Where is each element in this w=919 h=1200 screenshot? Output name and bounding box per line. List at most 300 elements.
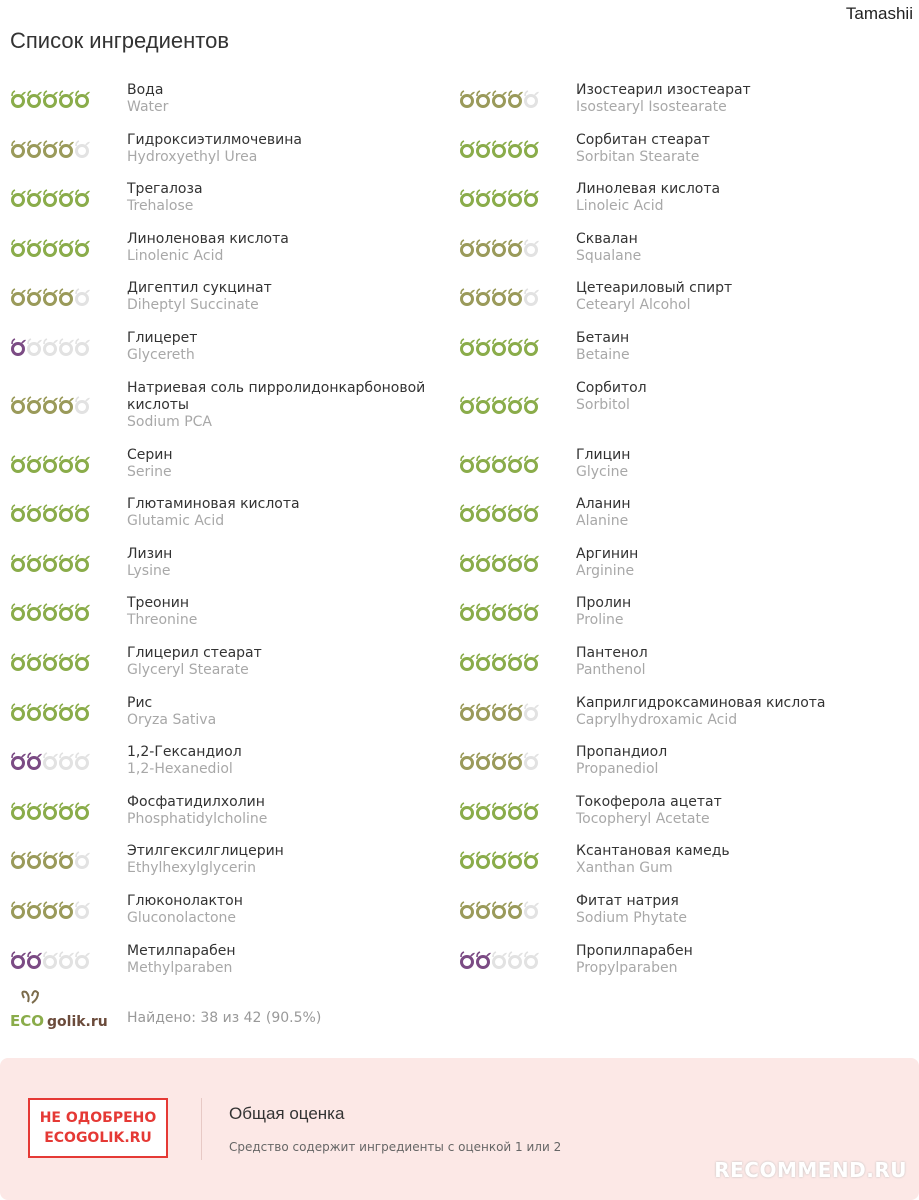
rating-icons xyxy=(10,601,100,625)
ingredient-item[interactable] xyxy=(459,82,908,116)
drop-icon xyxy=(477,91,491,107)
ingredient-name-ru: Треонин xyxy=(127,595,190,612)
drop-icon xyxy=(461,803,475,819)
rating-icons xyxy=(10,138,100,162)
drop-icon xyxy=(525,141,539,157)
drop-icon xyxy=(509,339,523,355)
drop-icon xyxy=(525,240,539,256)
drop-icon xyxy=(461,902,475,918)
drop-icon xyxy=(76,397,90,413)
ingredient-item[interactable] xyxy=(459,695,908,729)
ingredient-item[interactable] xyxy=(10,280,459,314)
ingredient-item[interactable] xyxy=(10,447,459,481)
ingredient-name-en: Glycine xyxy=(576,463,629,480)
ingredient-item[interactable] xyxy=(10,380,459,431)
drop-icon xyxy=(76,91,90,107)
drop-icon xyxy=(477,555,491,571)
drop-icon xyxy=(509,654,523,670)
drop-icon xyxy=(525,555,539,571)
found-count: Найдено: 38 из 42 (90.5%) xyxy=(127,1010,322,1026)
drop-icon xyxy=(461,240,475,256)
ingredient-name-en: Proline xyxy=(576,612,624,629)
ingredient-names xyxy=(576,330,630,364)
ingredient-name-en: Alanine xyxy=(576,513,629,530)
drop-icon xyxy=(493,902,507,918)
ingredient-name-en: Propylparaben xyxy=(576,959,678,976)
ingredient-name-ru: Лизин xyxy=(127,545,173,562)
ecogolik-logo[interactable] xyxy=(10,990,120,1030)
drop-icon xyxy=(44,604,58,620)
drop-icon xyxy=(76,141,90,157)
rating-icons xyxy=(459,286,549,310)
drop-icon xyxy=(76,555,90,571)
ingredient-item[interactable] xyxy=(10,943,459,977)
drop-icon xyxy=(461,289,475,305)
drop-icon xyxy=(493,604,507,620)
drop-icon xyxy=(44,952,58,968)
ingredient-name-en: Oryza Sativa xyxy=(127,711,217,728)
ingredient-names xyxy=(576,843,730,877)
drop-icon xyxy=(44,753,58,769)
ingredient-name-ru: Дигептил сукцинат xyxy=(127,280,272,297)
ingredient-names xyxy=(127,893,243,927)
rating-icons xyxy=(10,949,100,973)
divider xyxy=(201,1098,202,1160)
drop-icon xyxy=(60,240,74,256)
ingredient-name-en: Linoleic Acid xyxy=(576,198,664,215)
drop-icon xyxy=(493,753,507,769)
drop-icon xyxy=(12,803,26,819)
ingredient-name-en: Isostearyl Isostearate xyxy=(576,99,727,115)
drop-icon xyxy=(28,456,42,472)
ingredient-name-ru: Аргинин xyxy=(576,545,639,562)
drop-icon xyxy=(509,604,523,620)
drop-icon xyxy=(44,555,58,571)
drop-icon xyxy=(12,604,26,620)
drop-icon xyxy=(493,190,507,206)
ingredient-name-en: Gluconolactone xyxy=(127,910,237,926)
recommend-watermark: RECOMMEND.RU xyxy=(714,1158,907,1182)
ingredient-item[interactable] xyxy=(459,595,908,629)
drop-icon xyxy=(44,397,58,413)
rating-icons xyxy=(459,800,549,824)
drop-icon xyxy=(60,803,74,819)
drop-icon xyxy=(60,654,74,670)
ingredient-item[interactable] xyxy=(10,546,459,580)
rating-icons xyxy=(459,750,549,774)
drop-icon xyxy=(28,141,42,157)
drop-icon xyxy=(477,604,491,620)
rating-icons xyxy=(10,849,100,873)
ingredient-name-en: Sodium PCA xyxy=(127,413,212,430)
ingredient-name-en: Tocopheryl Acetate xyxy=(576,810,710,827)
ingredient-item[interactable] xyxy=(10,132,459,166)
drop-icon xyxy=(525,91,539,107)
drop-icon xyxy=(461,505,475,521)
drop-icon xyxy=(12,753,26,769)
drop-icon xyxy=(28,289,42,305)
username[interactable]: Tamashii xyxy=(845,4,913,23)
ingredient-item[interactable] xyxy=(459,744,908,778)
summary-description: Средство содержит ингредиенты с оценкой 1 или 2 xyxy=(229,1140,562,1154)
rating-icons xyxy=(459,502,549,526)
drop-icon xyxy=(525,704,539,720)
drop-icon xyxy=(12,952,26,968)
rating-icons xyxy=(459,949,549,973)
drop-icon xyxy=(525,654,539,670)
drop-icon xyxy=(461,141,475,157)
ingredient-name-ru: Вода xyxy=(127,82,164,98)
drop-icon xyxy=(12,555,26,571)
ingredient-names xyxy=(127,181,203,215)
drop-icon xyxy=(12,190,26,206)
ingredient-names xyxy=(576,280,732,314)
rating-icons xyxy=(459,899,549,923)
ingredient-names xyxy=(127,447,173,481)
ingredient-name-ru: Изостеарил изостеарат xyxy=(576,82,751,98)
drop-icon xyxy=(477,852,491,868)
drop-icon xyxy=(477,456,491,472)
drop-icon xyxy=(76,852,90,868)
ingredient-name-en: Panthenol xyxy=(576,662,646,678)
drop-icon xyxy=(461,456,475,472)
drop-icon xyxy=(60,505,74,521)
drop-icon xyxy=(477,753,491,769)
ingredient-item[interactable] xyxy=(459,181,908,215)
ingredient-name-ru: Пропилпарабен xyxy=(576,942,693,959)
drop-icon xyxy=(477,654,491,670)
drop-icon xyxy=(12,654,26,670)
rating-icons xyxy=(10,453,100,477)
drop-icon xyxy=(461,190,475,206)
drop-icon xyxy=(477,902,491,918)
ingredient-item[interactable] xyxy=(459,546,908,580)
ingredient-name-ru: Глицин xyxy=(576,446,631,463)
ingredient-name-ru: Фосфатидилхолин xyxy=(127,793,265,810)
ingredient-name-en: Glutamic Acid xyxy=(127,513,225,530)
page-title: Список ингредиентов xyxy=(10,28,230,53)
ingredient-item[interactable] xyxy=(10,744,459,778)
drop-icon xyxy=(12,289,26,305)
ingredient-name-ru: Рис xyxy=(127,694,153,711)
drop-icon xyxy=(12,505,26,521)
ingredient-item[interactable] xyxy=(459,280,908,314)
drop-icon xyxy=(28,91,42,107)
ingredient-name-ru: Сорбитол xyxy=(576,379,647,396)
drop-icon xyxy=(493,240,507,256)
summary-title: Общая оценка xyxy=(229,1104,345,1123)
ingredient-name-ru: Фитат натрия xyxy=(576,893,679,909)
drop-icon xyxy=(44,505,58,521)
drop-icon xyxy=(525,289,539,305)
not-approved-stamp xyxy=(28,1098,168,1158)
drop-icon xyxy=(509,397,523,413)
drop-icon xyxy=(28,654,42,670)
ingredient-item[interactable] xyxy=(459,496,908,530)
drop-icon xyxy=(509,704,523,720)
ingredient-names xyxy=(576,744,667,778)
drop-icon xyxy=(28,803,42,819)
drop-icon xyxy=(60,339,74,355)
ingredient-name-ru: Глицерет xyxy=(127,330,198,346)
ingredient-item[interactable] xyxy=(10,181,459,215)
drop-icon xyxy=(60,753,74,769)
ingredient-name-ru: Трегалоза xyxy=(127,181,203,198)
drop-icon xyxy=(493,339,507,355)
rating-icons xyxy=(459,88,549,112)
drop-icon xyxy=(477,952,491,968)
drop-icon xyxy=(477,397,491,413)
drop-icon xyxy=(60,604,74,620)
drop-icon xyxy=(76,339,90,355)
drop-icon xyxy=(509,753,523,769)
drop-icon xyxy=(28,190,42,206)
ingredient-name-en: Squalane xyxy=(576,247,642,264)
drop-icon xyxy=(44,902,58,918)
drop-icon xyxy=(44,654,58,670)
rating-icons xyxy=(10,394,100,418)
ingredient-names xyxy=(576,546,638,580)
drop-icon xyxy=(477,505,491,521)
ingredient-names xyxy=(127,794,267,828)
drop-icon xyxy=(477,190,491,206)
ingredient-item[interactable] xyxy=(459,380,908,414)
drop-icon xyxy=(28,604,42,620)
ingredient-name-en: Betaine xyxy=(576,347,630,363)
drop-icon xyxy=(509,240,523,256)
stamp-line-2: ECOGOLIK.RU xyxy=(44,1130,152,1146)
drop-icon xyxy=(76,704,90,720)
rating-icons xyxy=(459,552,549,576)
drop-icon xyxy=(509,289,523,305)
drop-icon xyxy=(60,91,74,107)
drop-icon xyxy=(12,141,26,157)
drop-icon xyxy=(60,852,74,868)
ingredient-names xyxy=(576,893,687,927)
rating-icons xyxy=(10,651,100,675)
drop-icon xyxy=(509,190,523,206)
ingredient-item[interactable] xyxy=(459,231,908,265)
drop-icon xyxy=(525,456,539,472)
logo-domain-text: golik.ru xyxy=(47,1014,108,1030)
drop-icon xyxy=(493,704,507,720)
drop-icon xyxy=(60,289,74,305)
ingredient-item[interactable] xyxy=(10,496,459,530)
drop-icon xyxy=(509,852,523,868)
drop-icon xyxy=(461,654,475,670)
ingredient-name-en: Methylparaben xyxy=(127,959,233,976)
drop-icon xyxy=(60,397,74,413)
drop-icon xyxy=(12,240,26,256)
drop-icon xyxy=(493,141,507,157)
drop-icon xyxy=(477,240,491,256)
drop-icon xyxy=(461,753,475,769)
drop-icon xyxy=(28,704,42,720)
drop-icon xyxy=(76,952,90,968)
ingredient-names xyxy=(576,181,720,215)
drop-icon xyxy=(44,190,58,206)
ingredient-name-en: Diheptyl Succinate xyxy=(127,297,259,314)
drop-icon xyxy=(44,91,58,107)
drop-icon xyxy=(28,240,42,256)
drop-icon xyxy=(12,704,26,720)
drop-icon xyxy=(44,339,58,355)
ingredient-name-ru: Бетаин xyxy=(576,330,630,346)
drop-icon xyxy=(44,141,58,157)
drop-icon xyxy=(44,852,58,868)
drop-icon xyxy=(44,704,58,720)
ingredient-item[interactable] xyxy=(459,645,908,679)
ingredient-item[interactable] xyxy=(10,893,459,927)
ingredient-names xyxy=(576,82,751,116)
drop-icon xyxy=(493,555,507,571)
ingredient-names xyxy=(576,132,710,166)
drop-icon xyxy=(509,141,523,157)
ingredient-name-en: Sodium Phytate xyxy=(576,910,687,926)
ingredient-item[interactable] xyxy=(10,695,459,729)
ingredient-name-en: 1,2-Hexanediol xyxy=(127,761,233,778)
ingredient-name-ru: Линолевая кислота xyxy=(576,181,721,198)
ingredient-names xyxy=(576,496,631,530)
ingredient-name-ru: Глютаминовая кислота xyxy=(127,496,300,513)
ingredient-item[interactable] xyxy=(459,330,908,364)
ingredient-item[interactable] xyxy=(459,447,908,481)
ingredient-name-en: Linolenic Acid xyxy=(127,247,224,264)
drop-icon xyxy=(493,952,507,968)
drop-icon xyxy=(461,91,475,107)
drop-icon xyxy=(493,289,507,305)
ingredient-name-en: Threonine xyxy=(127,612,198,629)
stamp-line-1: НЕ ОДОБРЕНО xyxy=(39,1110,157,1126)
drop-icon xyxy=(60,902,74,918)
rating-icons xyxy=(459,849,549,873)
rating-icons xyxy=(459,394,549,418)
ingredient-item[interactable] xyxy=(459,132,908,166)
logo-eco-text: ECO xyxy=(10,1012,45,1030)
ingredient-name-en: Ethylhexylglycerin xyxy=(127,860,256,877)
drop-icon xyxy=(461,604,475,620)
rabbit-icon xyxy=(10,990,120,1030)
drop-icon xyxy=(525,902,539,918)
ingredient-names xyxy=(127,546,172,580)
drop-icon xyxy=(28,753,42,769)
drop-icon xyxy=(12,397,26,413)
ingredient-name-en: Trehalose xyxy=(127,198,194,215)
ingredient-item[interactable] xyxy=(459,794,908,828)
ingredient-item[interactable] xyxy=(459,893,908,927)
drop-icon xyxy=(76,190,90,206)
drop-icon xyxy=(461,339,475,355)
drop-icon xyxy=(477,339,491,355)
drop-icon xyxy=(509,505,523,521)
ingredient-name-ru: Сорбитан стеарат xyxy=(576,131,710,148)
drop-icon xyxy=(493,91,507,107)
ingredient-name-en: Sorbitan Stearate xyxy=(576,148,700,165)
ingredient-name-ru: Глюконолактон xyxy=(127,893,243,909)
ingredient-item[interactable] xyxy=(10,794,459,828)
drop-icon xyxy=(44,289,58,305)
drop-icon xyxy=(28,952,42,968)
rating-icons xyxy=(459,237,549,261)
ingredient-name-ru: Серин xyxy=(127,446,173,463)
drop-icon xyxy=(493,852,507,868)
ingredient-name-en: Phosphatidylcholine xyxy=(127,810,268,827)
ingredient-names xyxy=(576,380,647,414)
ingredient-item[interactable] xyxy=(459,943,908,977)
rating-icons xyxy=(459,701,549,725)
drop-icon xyxy=(76,456,90,472)
ingredient-name-en: Cetearyl Alcohol xyxy=(576,297,691,314)
drop-icon xyxy=(60,555,74,571)
ingredient-name-ru: Линоленовая кислота xyxy=(127,230,289,247)
ingredient-name-en: Glycereth xyxy=(127,347,195,363)
ingredient-names xyxy=(127,695,216,729)
drop-icon xyxy=(28,555,42,571)
ingredient-name-ru: Гидроксиэтилмочевина xyxy=(127,131,302,148)
ingredient-name-ru: Ксантановая камедь xyxy=(576,843,730,860)
drop-icon xyxy=(525,190,539,206)
rating-icons xyxy=(10,899,100,923)
drop-icon xyxy=(60,952,74,968)
drop-icon xyxy=(509,456,523,472)
ingredient-item[interactable] xyxy=(10,231,459,265)
ingredient-name-en: Sorbitol xyxy=(576,396,630,413)
ingredient-item[interactable] xyxy=(10,645,459,679)
drop-icon xyxy=(525,852,539,868)
drop-icon xyxy=(525,339,539,355)
drop-icon xyxy=(509,555,523,571)
ingredient-name-en: Lysine xyxy=(127,562,171,579)
ingredient-names xyxy=(127,496,300,530)
ingredient-item[interactable] xyxy=(10,82,459,116)
ingredient-item[interactable] xyxy=(10,843,459,877)
rating-icons xyxy=(10,286,100,310)
drop-icon xyxy=(525,753,539,769)
drop-icon xyxy=(76,803,90,819)
ingredient-name-ru: Цетеариловый спирт xyxy=(576,280,733,297)
drop-icon xyxy=(525,505,539,521)
ingredient-item[interactable] xyxy=(10,330,459,364)
ingredient-names xyxy=(127,595,197,629)
drop-icon xyxy=(60,456,74,472)
ingredient-names xyxy=(576,231,641,265)
drop-icon xyxy=(60,704,74,720)
drop-icon xyxy=(477,289,491,305)
drop-icon xyxy=(509,803,523,819)
ingredient-names xyxy=(127,280,272,314)
drop-icon xyxy=(76,902,90,918)
ingredient-name-ru: Пролин xyxy=(576,595,632,612)
ingredient-name-en: Arginine xyxy=(576,562,635,579)
drop-icon xyxy=(493,505,507,521)
ingredient-names xyxy=(576,794,722,828)
ingredient-item[interactable] xyxy=(10,595,459,629)
drop-icon xyxy=(44,456,58,472)
drop-icon xyxy=(493,456,507,472)
ingredient-item[interactable] xyxy=(459,843,908,877)
rating-icons xyxy=(10,800,100,824)
ingredient-names xyxy=(576,695,826,729)
rating-icons xyxy=(10,750,100,774)
drop-icon xyxy=(28,902,42,918)
rating-icons xyxy=(10,336,100,360)
ingredient-names xyxy=(576,645,648,679)
drop-icon xyxy=(461,555,475,571)
rating-icons xyxy=(459,601,549,625)
ingredient-names xyxy=(127,380,447,431)
drop-icon xyxy=(28,505,42,521)
ingredient-names xyxy=(127,943,236,977)
